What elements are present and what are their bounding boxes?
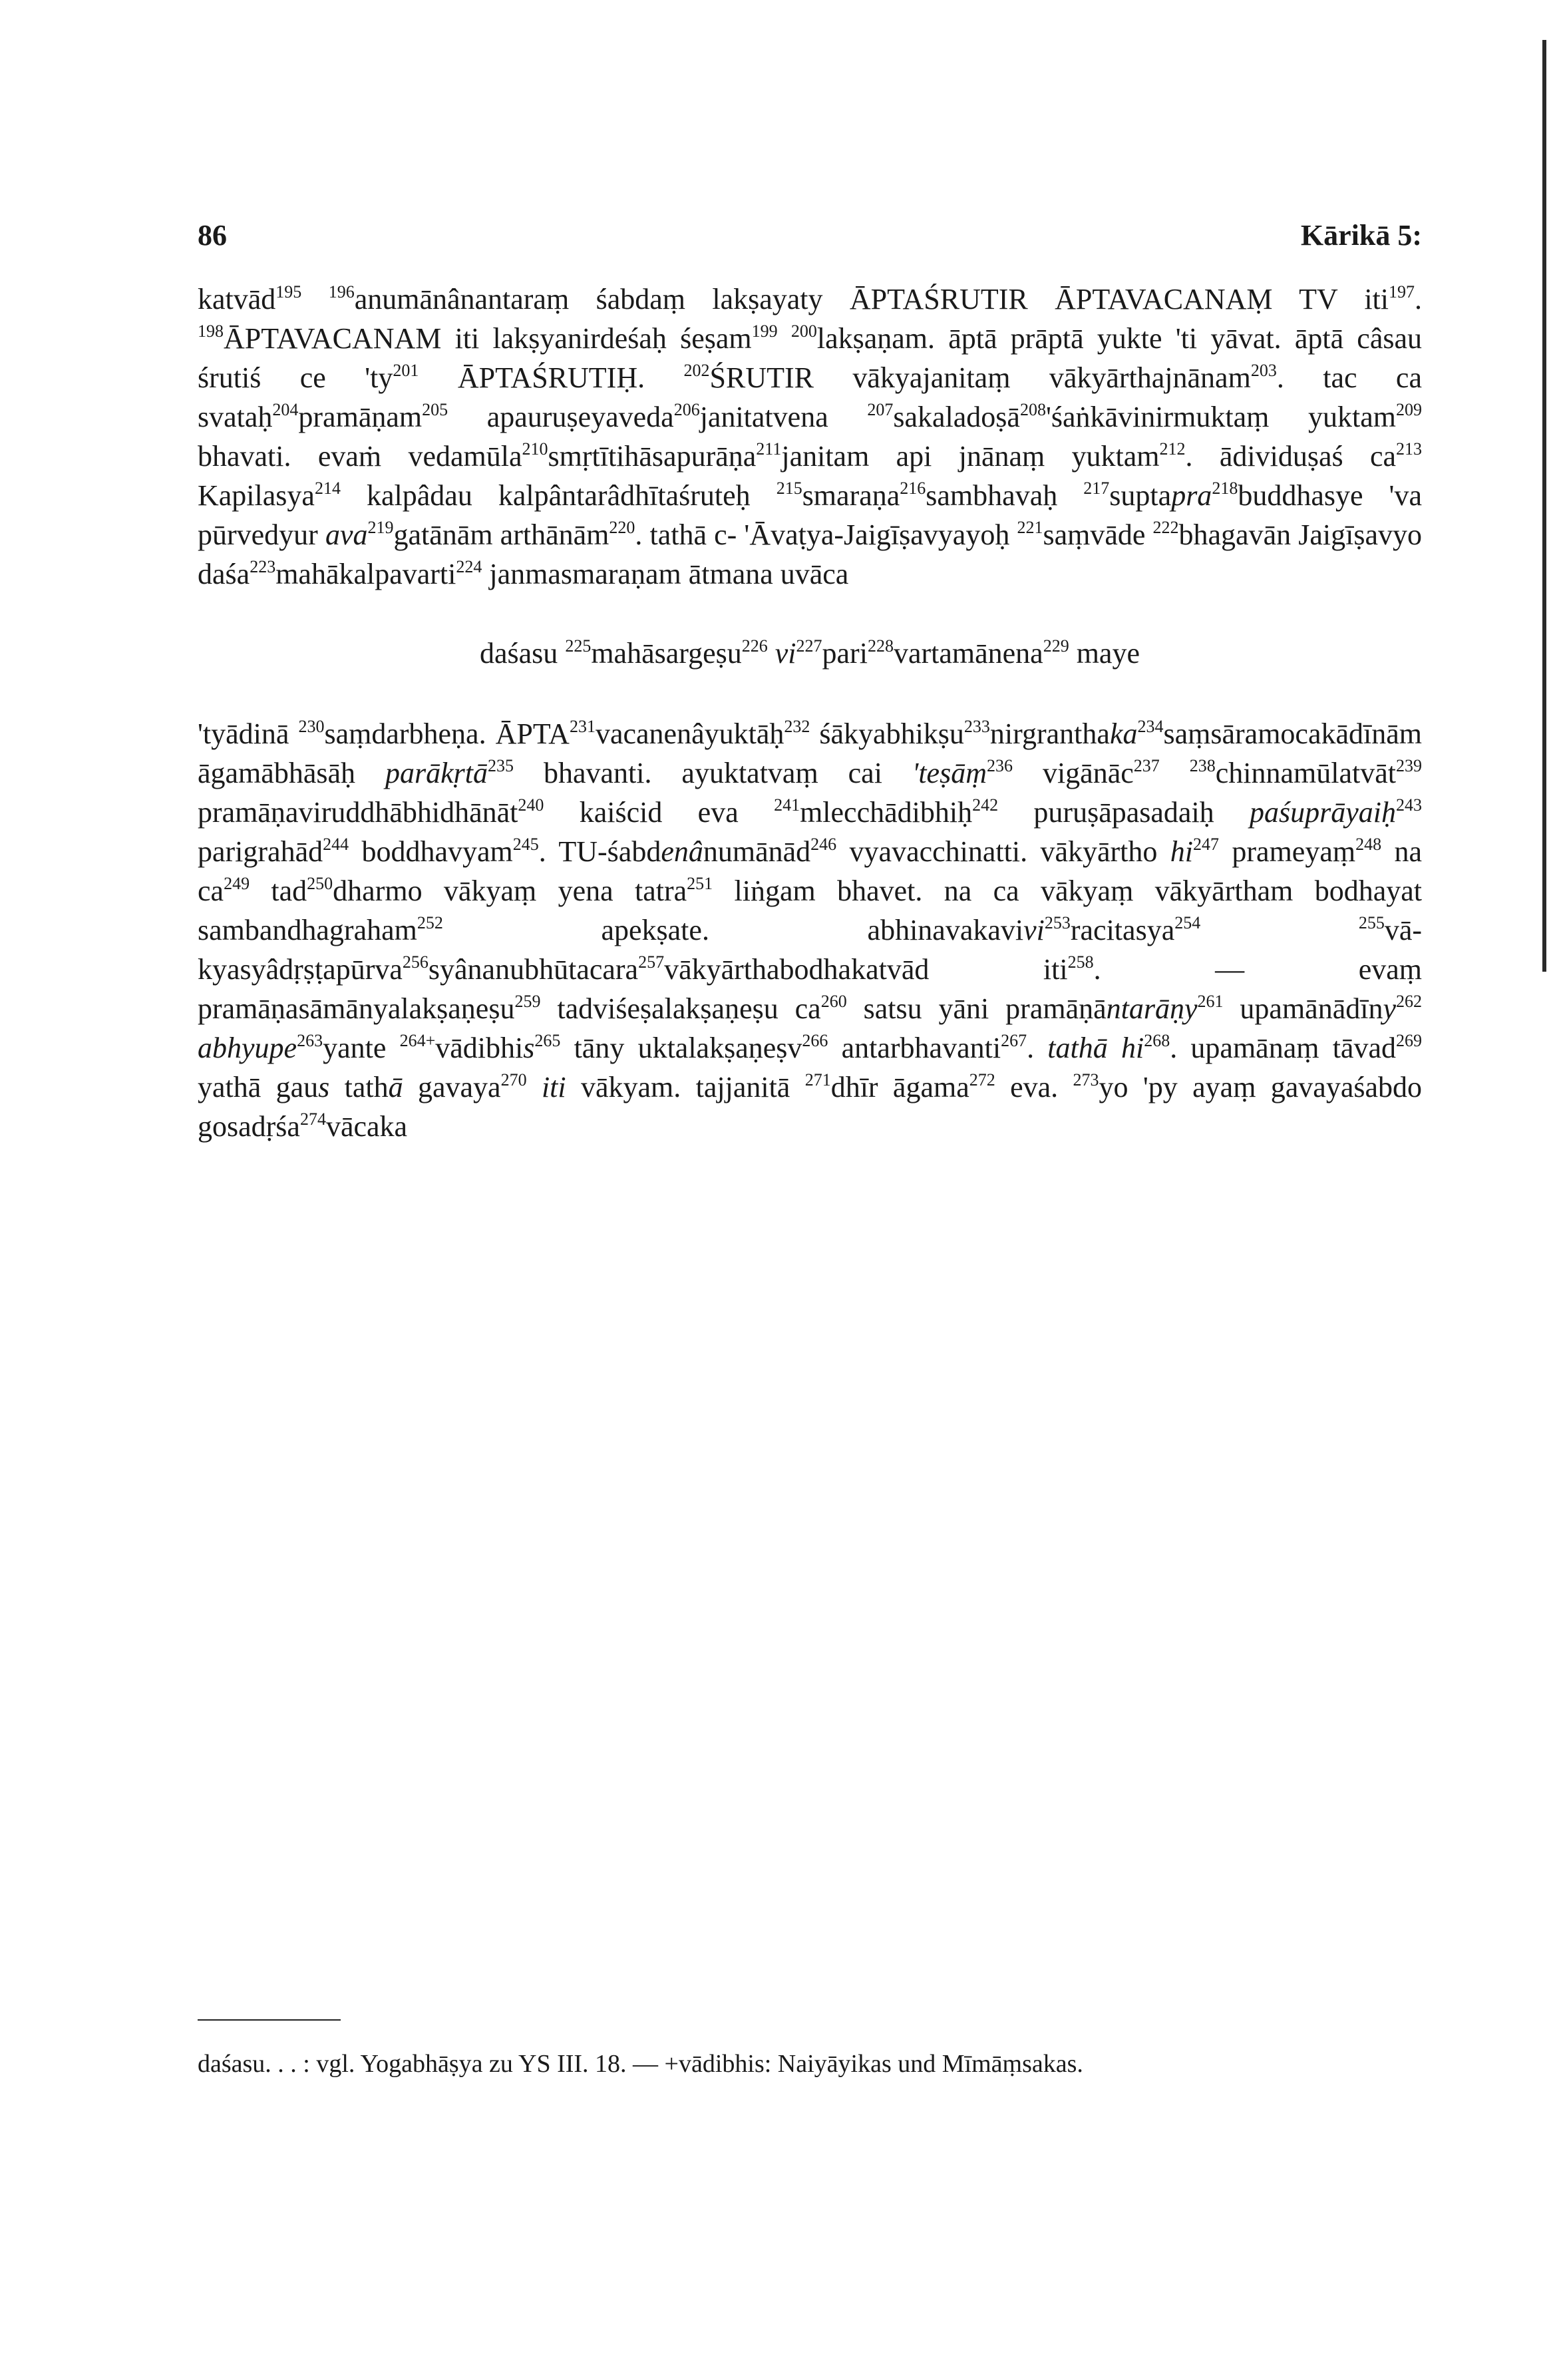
text-run: anumānânantaraṃ śabdaṃ lakṣayaty ĀPTAŚRUTIR ĀPTAVACANAṂ TV iti [354, 283, 1389, 315]
footnote-marker: 253 [1044, 913, 1071, 932]
text-run: numānād [703, 835, 811, 868]
footnote-marker: 273 [1073, 1070, 1099, 1090]
text-run: apauruṣeyaveda [448, 401, 674, 433]
footnote-marker: 270 [500, 1070, 527, 1090]
footnote-marker: 207 [867, 400, 894, 419]
text-run: liṅgam bhavet. na ca vākyaṃ vākyārtham bodhayat sambandhagraham [198, 875, 1422, 946]
footnote-marker: 221 [1017, 518, 1043, 537]
footnote-marker: 271 [804, 1070, 831, 1090]
text-run: dhīr āgama [830, 1071, 969, 1103]
text-run: janitam api jnānaṃ yuktam [781, 440, 1160, 473]
footnote-marker: 200 [790, 321, 817, 341]
footnote-marker: 269 [1395, 1031, 1422, 1050]
text-run: tath [329, 1071, 389, 1103]
footnote-marker: 272 [969, 1070, 995, 1090]
footnote-marker: 267 [1001, 1031, 1027, 1050]
footnote-marker: 247 [1193, 835, 1220, 854]
text-run: . TU-śabd [538, 835, 661, 868]
footnote-marker: 250 [307, 874, 333, 893]
text-run: enâ [661, 835, 703, 868]
paragraph [198, 280, 1422, 594]
footnote-marker: 266 [802, 1031, 828, 1050]
footnote-marker: 196 [328, 282, 355, 301]
text-run: ntarāṇy [1106, 992, 1198, 1025]
footnote-marker: 225 [565, 636, 592, 656]
text-run: y [1383, 992, 1396, 1025]
page-number: 86 [198, 219, 227, 252]
text-run: chinnamūlatvāt [1215, 757, 1397, 789]
footnote-marker: 197 [1389, 282, 1415, 301]
footnote-marker: 245 [512, 835, 539, 854]
text-run: . — evaṃ pramāṇasāmānyalakṣaṇeṣu [198, 953, 1422, 1025]
text-run: hi [1170, 835, 1194, 868]
footnote-marker: 206 [673, 400, 700, 419]
text-run: 'teṣāṃ [912, 757, 987, 789]
text-run: yante [323, 1032, 400, 1064]
footnote-marker: 240 [518, 795, 544, 815]
text-run: smṛtītihāsapurāṇa [548, 440, 757, 473]
footnote-marker: 210 [522, 439, 548, 459]
text-run: vigānāc [1012, 757, 1134, 789]
footnote-marker: 204 [272, 400, 299, 419]
text-run: pra [1171, 479, 1212, 512]
footnote-marker: 203 [1250, 361, 1277, 380]
text-run: antarbhavanti [828, 1032, 1001, 1064]
footnote-marker: 262 [1396, 992, 1422, 1011]
text-run: janmasmaraṇam ātmana uvāca [482, 558, 849, 590]
footnote-marker: 213 [1396, 439, 1423, 459]
footnote-marker: 230 [298, 717, 325, 736]
footnote-marker: 227 [796, 636, 822, 656]
text-run: ka [1109, 717, 1138, 750]
text-run: ĀPTAŚRUTIḤ. [419, 361, 684, 394]
footnote-marker: 259 [514, 992, 541, 1011]
footnote-marker: 252 [417, 913, 443, 932]
text-run: janitatvena [699, 401, 868, 433]
footnote-marker: 257 [638, 952, 665, 972]
footnote-marker: 274 [299, 1109, 326, 1129]
text-run: śākyabhikṣu [810, 717, 964, 750]
footnote: daśasu. . . : vgl. Yogabhāṣya zu YS III. 18. — +vādibhis: Naiyāyikas und Mīmāṃsakas. [198, 2050, 1083, 2078]
text-run: . tac ca svataḥ [198, 361, 1422, 433]
footnote-marker: 256 [402, 952, 429, 972]
text-run: . tathā c- 'Āvaṭya-Jaigīṣavyayoḥ [635, 518, 1017, 551]
body-text [198, 280, 1422, 1146]
text-run: lakṣaṇam. āptā prāptā yukte 'ti yāvat. āptā câsau śrutiś ce 'ty [198, 322, 1423, 394]
footnote-marker: 251 [687, 874, 713, 893]
text-run: vādibhi [435, 1032, 524, 1064]
text-run: dharmo vākyaṃ yena tatra [333, 875, 687, 907]
text-run: daśasu [480, 637, 566, 670]
text-run: s [523, 1032, 535, 1064]
footnote-marker: 233 [963, 717, 990, 736]
footnote-marker: 205 [422, 400, 448, 419]
text-run: saṃsāramocakādīnām āgamābhāsāḥ [198, 717, 1422, 789]
text-run: pramāṇam [298, 401, 423, 433]
footnote-marker: 244 [323, 835, 349, 854]
text-run: paśuprāyaiḥ [1250, 796, 1396, 829]
text-run: mahākalpavarti [275, 558, 456, 590]
footnote-marker: 254 [1174, 913, 1201, 932]
text-run: abhyupe [198, 1032, 297, 1064]
footnote-marker: 218 [1212, 479, 1238, 498]
footnote-marker: 201 [393, 361, 419, 380]
text-run: katvād [198, 283, 276, 315]
text-run: vacanenâyuktāḥ [595, 717, 784, 750]
text-run: nirgrantha [989, 717, 1110, 750]
text-run: vyavacchinatti. vākyārtho [836, 835, 1170, 868]
text-run: ā [388, 1071, 403, 1103]
text-run: vākyam. tajjanitā [566, 1071, 805, 1103]
footnote-marker: 211 [756, 439, 782, 459]
footnote-marker: 246 [810, 835, 837, 854]
text-run: vartamānena [893, 637, 1043, 670]
footnote-marker: 219 [367, 518, 394, 537]
text-run: mahāsargeṣu [591, 637, 742, 670]
text-run: boddhavyam [349, 835, 513, 868]
text-run: pari [822, 637, 868, 670]
footnote-marker: 220 [609, 518, 635, 537]
text-run: 'śaṅkāvinirmuktaṃ yuktam [1045, 401, 1396, 433]
text-run: mlecchādibhiḥ [800, 796, 973, 829]
footnote-marker: 241 [774, 795, 800, 815]
footnote-marker: 268 [1144, 1031, 1170, 1050]
footnote-marker: 228 [867, 636, 894, 656]
footnote-rule [198, 2019, 341, 2021]
text-run: vākyārthabodhakatvād iti [664, 953, 1068, 986]
text-run: bhavati. evaṁ vedamūla [198, 440, 522, 473]
text-run: . [1027, 1032, 1048, 1064]
footnote-marker: 223 [250, 557, 276, 576]
text-run: s [318, 1071, 330, 1103]
footnote-marker: 232 [784, 717, 810, 736]
footnote-marker: 216 [900, 479, 926, 498]
text-run: ŚRUTIR vākyajanitaṃ vākyārthajnānam [709, 361, 1251, 394]
text-run: 'tyādinā [198, 717, 299, 750]
footnote-marker: 212 [1159, 439, 1186, 459]
text-run: bhavanti. ayuktatvaṃ cai [513, 757, 912, 789]
footnote-marker: 231 [569, 717, 596, 736]
footnote-marker: 222 [1152, 518, 1179, 537]
footnote-marker: 242 [972, 795, 999, 815]
text-run: bhagavān Jaigīṣavyo daśa [198, 518, 1422, 590]
text-run: prameyaṃ [1219, 835, 1356, 868]
footnote-marker: 248 [1355, 835, 1382, 854]
text-run: . ādividuṣaś ca [1185, 440, 1397, 473]
footnote-marker: 243 [1396, 795, 1422, 815]
running-head: Kārikā 5: [1300, 219, 1422, 252]
footnote-marker: 238 [1189, 756, 1216, 775]
text-run: tadviśeṣalakṣaṇeṣu ca [540, 992, 821, 1025]
footnote-marker: 208 [1019, 400, 1046, 419]
footnote-marker: 261 [1197, 992, 1224, 1011]
footnote-marker: 265 [534, 1031, 561, 1050]
text-run: puruṣāpasadaiḥ [998, 796, 1250, 829]
text-run: vākyasyâdṛṣṭapūrva [198, 914, 1423, 986]
text-run: tad [250, 875, 307, 907]
text-run: vācaka [325, 1110, 408, 1143]
footnote-marker: 263 [297, 1031, 323, 1050]
text-run: upamānādīn [1223, 992, 1383, 1025]
text-run: vi [1023, 914, 1045, 946]
text-run: . [1415, 283, 1423, 315]
footnote-marker: 199 [751, 321, 778, 341]
text-run: maye [1069, 637, 1140, 670]
footnote-marker: 198 [198, 321, 224, 341]
text-run: iti [541, 1071, 566, 1103]
text-run: pramāṇaviruddhābhidhānāt [198, 796, 518, 829]
footnote-marker: 229 [1043, 636, 1069, 656]
text-run: gatānām arthānām [393, 518, 609, 551]
footnote-marker: 202 [683, 361, 710, 380]
text-run: vi [775, 637, 796, 670]
text-run: eva. [995, 1071, 1073, 1103]
verse-quotation [198, 634, 1422, 673]
text-run: tāny uktalakṣaṇeṣv [560, 1032, 802, 1064]
text-run: gavaya [403, 1071, 501, 1103]
page-header [198, 218, 1422, 258]
text-run: saṃdarbheṇa. ĀPTA [324, 717, 570, 750]
text-run: sambhavaḥ [926, 479, 1084, 512]
text-run: apekṣate. abhinavakavi [442, 914, 1024, 946]
text-run: na ca [198, 835, 1422, 907]
text-run: buddhasye 'va pūrvedyur [198, 479, 1423, 551]
footnote-marker: 224 [456, 557, 482, 576]
text-run: yathā gau [198, 1071, 319, 1103]
footnote-marker: 209 [1396, 400, 1422, 419]
footnote-marker: 195 [275, 282, 302, 301]
text-run: . upamānaṃ tāvad [1170, 1032, 1396, 1064]
text-run: kalpâdau kalpântarâdhītaśruteḥ [340, 479, 777, 512]
footnote-marker: 235 [487, 756, 514, 775]
footnote-marker: 249 [224, 874, 250, 893]
text-run [527, 1071, 542, 1103]
text-run: ĀPTAVACANAM iti lakṣyanirdeśaḥ śeṣam [224, 322, 752, 355]
footnote-marker: 237 [1133, 756, 1160, 775]
text-run: saṃvāde [1043, 518, 1153, 551]
text-run: tathā hi [1047, 1032, 1144, 1064]
footnote-marker: 234 [1137, 717, 1164, 736]
text-run: kaiścid eva [544, 796, 775, 829]
footnote-marker: 239 [1396, 756, 1423, 775]
text-run: parākṛtā [385, 757, 488, 789]
footnote-marker: 215 [776, 479, 802, 498]
footnote-marker: 260 [820, 992, 847, 1011]
footnote-marker: 255 [1358, 913, 1385, 932]
text-run: satsu yāni pramāṇā [846, 992, 1107, 1025]
text-run: syânanubhūtacara [428, 953, 639, 986]
text-run: Kapilasya [198, 479, 315, 512]
footnote-marker: 236 [986, 756, 1013, 775]
footnote-marker: 264+ [399, 1031, 436, 1050]
text-run: parigrahād [198, 835, 323, 868]
scan-edge-shadow [1542, 40, 1546, 972]
text-run [768, 637, 775, 670]
paragraph [198, 714, 1422, 1146]
text-run: supta [1109, 479, 1172, 512]
text-run: yo 'py ayaṃ gavayaśabdo gosadṛśa [198, 1071, 1423, 1143]
footnote-marker: 214 [314, 479, 341, 498]
text-run: ava [325, 518, 368, 551]
footnote-marker: 258 [1067, 952, 1094, 972]
footnote-marker: 217 [1083, 479, 1110, 498]
footnote-marker: 226 [741, 636, 768, 656]
text-run: sakaladoṣā [893, 401, 1020, 433]
text-run: smaraṇa [802, 479, 900, 512]
text-run: racitasya [1070, 914, 1175, 946]
